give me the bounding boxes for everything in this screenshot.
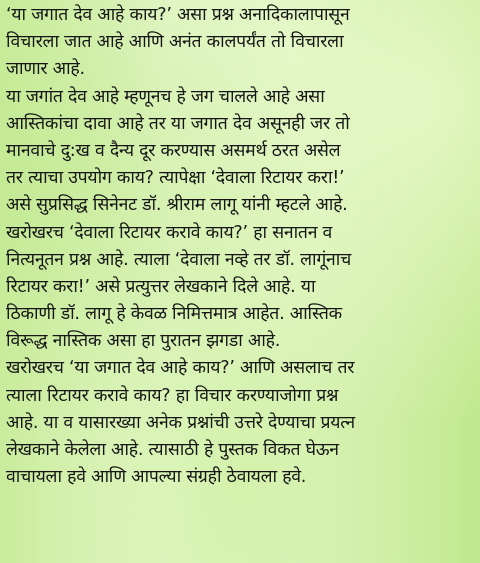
text-line: त्याला रिटायर करावे काय? हा विचार करण्याजोगा प्रश्न [6, 385, 339, 406]
text-line: नित्यनूतन प्रश्न आहे. त्याला ‘देवाला नव्हे तर डॉ. लागूंनाच [6, 249, 352, 270]
text-line: आस्तिकांचा दावा आहे तर या जगात देव असूनही जर तो [6, 113, 350, 134]
text-line: वाचायला हवे आणि आपल्या संग्रही ठेवायला हवे. [6, 467, 307, 488]
text-line: रिटायर करा!’ असे प्रत्युत्तर लेखकाने दिले आहे. या [6, 276, 316, 297]
text-line: या जगांत देव आहे म्हणूनच हे जग चालले आहे असा [6, 86, 325, 107]
text-line: मानवाचे दु:ख व दैन्य दूर करण्यास असमर्थ ठरत असेल [6, 140, 341, 161]
text-line: विचारला जात आहे आणि अनंत कालपर्यंत तो विचारला [6, 32, 344, 53]
text-line: तर त्याचा उपयोग काय? त्यापेक्षा ‘देवाला रिटायर करा!’ [6, 168, 345, 189]
text-line: जाणार आहे. [6, 59, 85, 80]
text-line: लेखकाने केलेला आहे. त्यासाठी हे पुस्तक विकत घेऊन [6, 440, 339, 460]
blurb-text [6, 2, 476, 491]
text-line: विरूद्ध नास्तिक असा हा पुरातन झगडा आहे. [6, 331, 281, 352]
text-line: ठिकाणी डॉ. लागू हे केवळ निमित्तमात्र आहेत. आस्तिक [6, 304, 342, 325]
text-line: खरोखरच ‘या जगात देव आहे काय?’ आणि असलाच तर [6, 358, 355, 379]
text-line: खरोखरच ‘देवाला रिटायर करावे काय?’ हा सनातन व [6, 222, 333, 243]
text-line: आहे. या व यासारख्या अनेक प्रश्नांची उत्तरे देण्याचा प्रयत्न [6, 412, 355, 433]
text-line: ‘या जगात देव आहे काय?’ असा प्रश्न अनादिकालापासून [6, 5, 350, 25]
text-line: असे सुप्रसिद्ध सिनेनट डॉ. श्रीराम लागू यांनी म्हटले आहे. [6, 195, 348, 216]
